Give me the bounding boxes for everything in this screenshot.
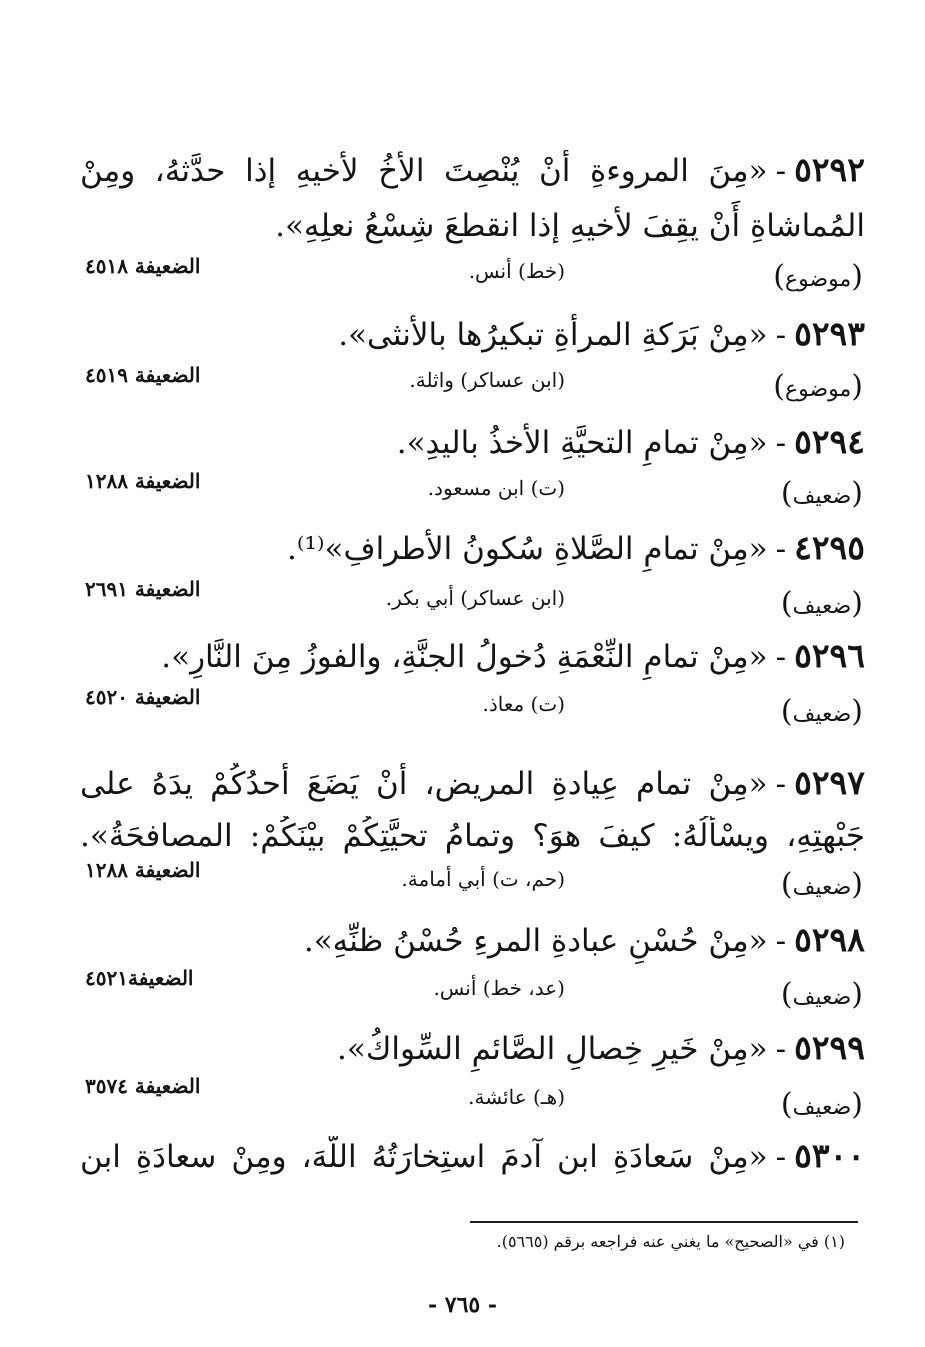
hadith-line: ٥٢٩٣-«مِنْ بَرَكةِ المرأةِ تبكيرُها بالأنثى». <box>338 314 865 353</box>
hadith-line: المُماشاةِ أَنْ يقِفَ لأخيهِ إذا انقطعَ شِسْعُ نعلِهِ». <box>275 208 865 244</box>
source-label: (ت) ابن مسعود. <box>427 476 565 500</box>
source-label: (خط) أنس. <box>468 259 565 283</box>
reference-label: الضعيفة ١٢٨٨ <box>85 469 201 493</box>
hadith-text: «مِنْ تمامِ الصَّلاةِ سُكونُ الأطرافِ»⁽¹⁾. <box>286 531 768 567</box>
hadith-text: «مِنْ تمامِ النِّعْمَةِ دُخولُ الجنَّةِ، والفوزُ مِنَ النَّارِ». <box>161 639 768 675</box>
footnote: (١) في «الصحيح» ما يغني عنه فراجعه برقم (٥٦٦٥). <box>496 1232 845 1251</box>
grade-label: (ضعيف) <box>780 476 863 511</box>
hadith-line: ٥٢٩٤-«مِنْ تمامِ التحيَّةِ الأخذُ باليدِ». <box>396 422 865 461</box>
hadith-text: «مِنْ خَيرِ خِصالِ الصَّائمِ السِّواكُ». <box>337 1031 768 1067</box>
reference-label: الضعيفة ٤٥١٨ <box>85 254 201 278</box>
grade-label: (ضعيف) <box>780 1087 863 1122</box>
hadith-number: ٥٢٩٤ <box>794 422 865 461</box>
reference-label: الضعيفة ٤٥٢٠ <box>85 685 201 709</box>
source-label: (ت) معاذ. <box>482 692 565 716</box>
hadith-text: «مِنْ بَرَكةِ المرأةِ تبكيرُها بالأنثى». <box>338 317 768 353</box>
source-label: (عد، خط) أنس. <box>433 976 565 1000</box>
grade-label: (ضعيف) <box>780 977 863 1012</box>
hadith-line: ٥٣٠٠-«مِنْ سَعادَةِ ابنِ آدمَ استِخارَتُهُ اللَّهَ، ومِنْ سعادَةِ ابنِ <box>80 1136 865 1176</box>
grade-label: (موضوع) <box>773 369 863 404</box>
hadith-text: «مِنْ حُسْنِ عبادةِ المرءِ حُسْنُ ظنِّهِ». <box>303 923 768 959</box>
hadith-number: ٥٢٩٩ <box>794 1028 865 1067</box>
hadith-text: «مِنْ تمامِ التحيَّةِ الأخذُ باليدِ». <box>396 425 768 461</box>
hadith-number: ٤٢٩٥ <box>794 528 865 567</box>
source-label: (ابن عساكر) أبي بكر. <box>385 586 565 610</box>
hadith-line: ٤٢٩٥-«مِنْ تمامِ الصَّلاةِ سُكونُ الأطرافِ»⁽¹⁾. <box>286 528 865 567</box>
grade-label: (ضعيف) <box>780 694 863 729</box>
source-label: (ابن عساكر) واثلة. <box>409 368 565 392</box>
hadith-number: ٥٣٠٠ <box>794 1136 865 1175</box>
hadith-text: «مِنْ تمامِ عِيادةِ المريضِ، أَنْ يَضَعَ أحدُكُمْ يدَهُ على <box>80 766 768 802</box>
hadith-line: ٥٢٩٢-«مِنَ المروءةِ أَنْ يُنْصِتَ الأخُ لأخيهِ إذا حدَّثهُ، ومِنْ <box>80 150 865 190</box>
reference-label: الضعيفة٤٥٢١ <box>85 966 194 990</box>
hadith-line: ٥٢٩٩-«مِنْ خَيرِ خِصالِ الصَّائمِ السِّواكُ». <box>337 1028 865 1067</box>
grade-label: (ضعيف) <box>780 586 863 621</box>
hadith-line: ٥٢٩٧-«مِنْ تمامِ عِيادةِ المريضِ، أَنْ يَضَعَ أحدُكُمْ يدَهُ على <box>80 763 865 802</box>
reference-label: الضعيفة ٢٦٩١ <box>85 577 201 601</box>
hadith-number: ٥٢٩٣ <box>794 314 865 353</box>
reference-label: الضعيفة ١٢٨٨ <box>85 858 201 882</box>
hadith-number: ٥٢٩٨ <box>794 920 865 959</box>
grade-label: (موضوع) <box>773 259 863 294</box>
hadith-number: ٥٢٩٢ <box>794 150 865 189</box>
hadith-line: جَبْهتِهِ، ويسْألُهُ: كيفَ هوَ؟ وتمامُ تحيَّتِكُمْ بيْنَكُمْ: المصافحَةُ». <box>80 818 865 854</box>
source-label: (هـ) عائشة. <box>468 1085 565 1109</box>
reference-label: الضعيفة ٤٥١٩ <box>85 363 201 387</box>
hadith-number: ٥٢٩٧ <box>794 763 865 802</box>
hadith-text: «مِنَ المروءةِ أَنْ يُنْصِتَ الأخُ لأخيهِ إذا حدَّثهُ، ومِنْ <box>80 153 768 189</box>
hadith-text: «مِنْ سَعادَةِ ابنِ آدمَ استِخارَتُهُ اللَّهَ، ومِنْ سعادَةِ ابنِ <box>80 1139 768 1175</box>
footnote-divider <box>470 1221 858 1223</box>
reference-label: الضعيفة ٣٥٧٤ <box>85 1074 201 1098</box>
source-label: (حم، ت) أبي أمامة. <box>401 867 565 891</box>
page-number: - ٧٦٥ - <box>427 1292 498 1318</box>
hadith-line: ٥٢٩٦-«مِنْ تمامِ النِّعْمَةِ دُخولُ الجنَّةِ، والفوزُ مِنَ النَّارِ». <box>161 636 865 675</box>
hadith-line: ٥٢٩٨-«مِنْ حُسْنِ عبادةِ المرءِ حُسْنُ ظنِّهِ». <box>303 920 865 959</box>
hadith-number: ٥٢٩٦ <box>794 636 865 675</box>
grade-label: (ضعيف) <box>780 867 863 902</box>
